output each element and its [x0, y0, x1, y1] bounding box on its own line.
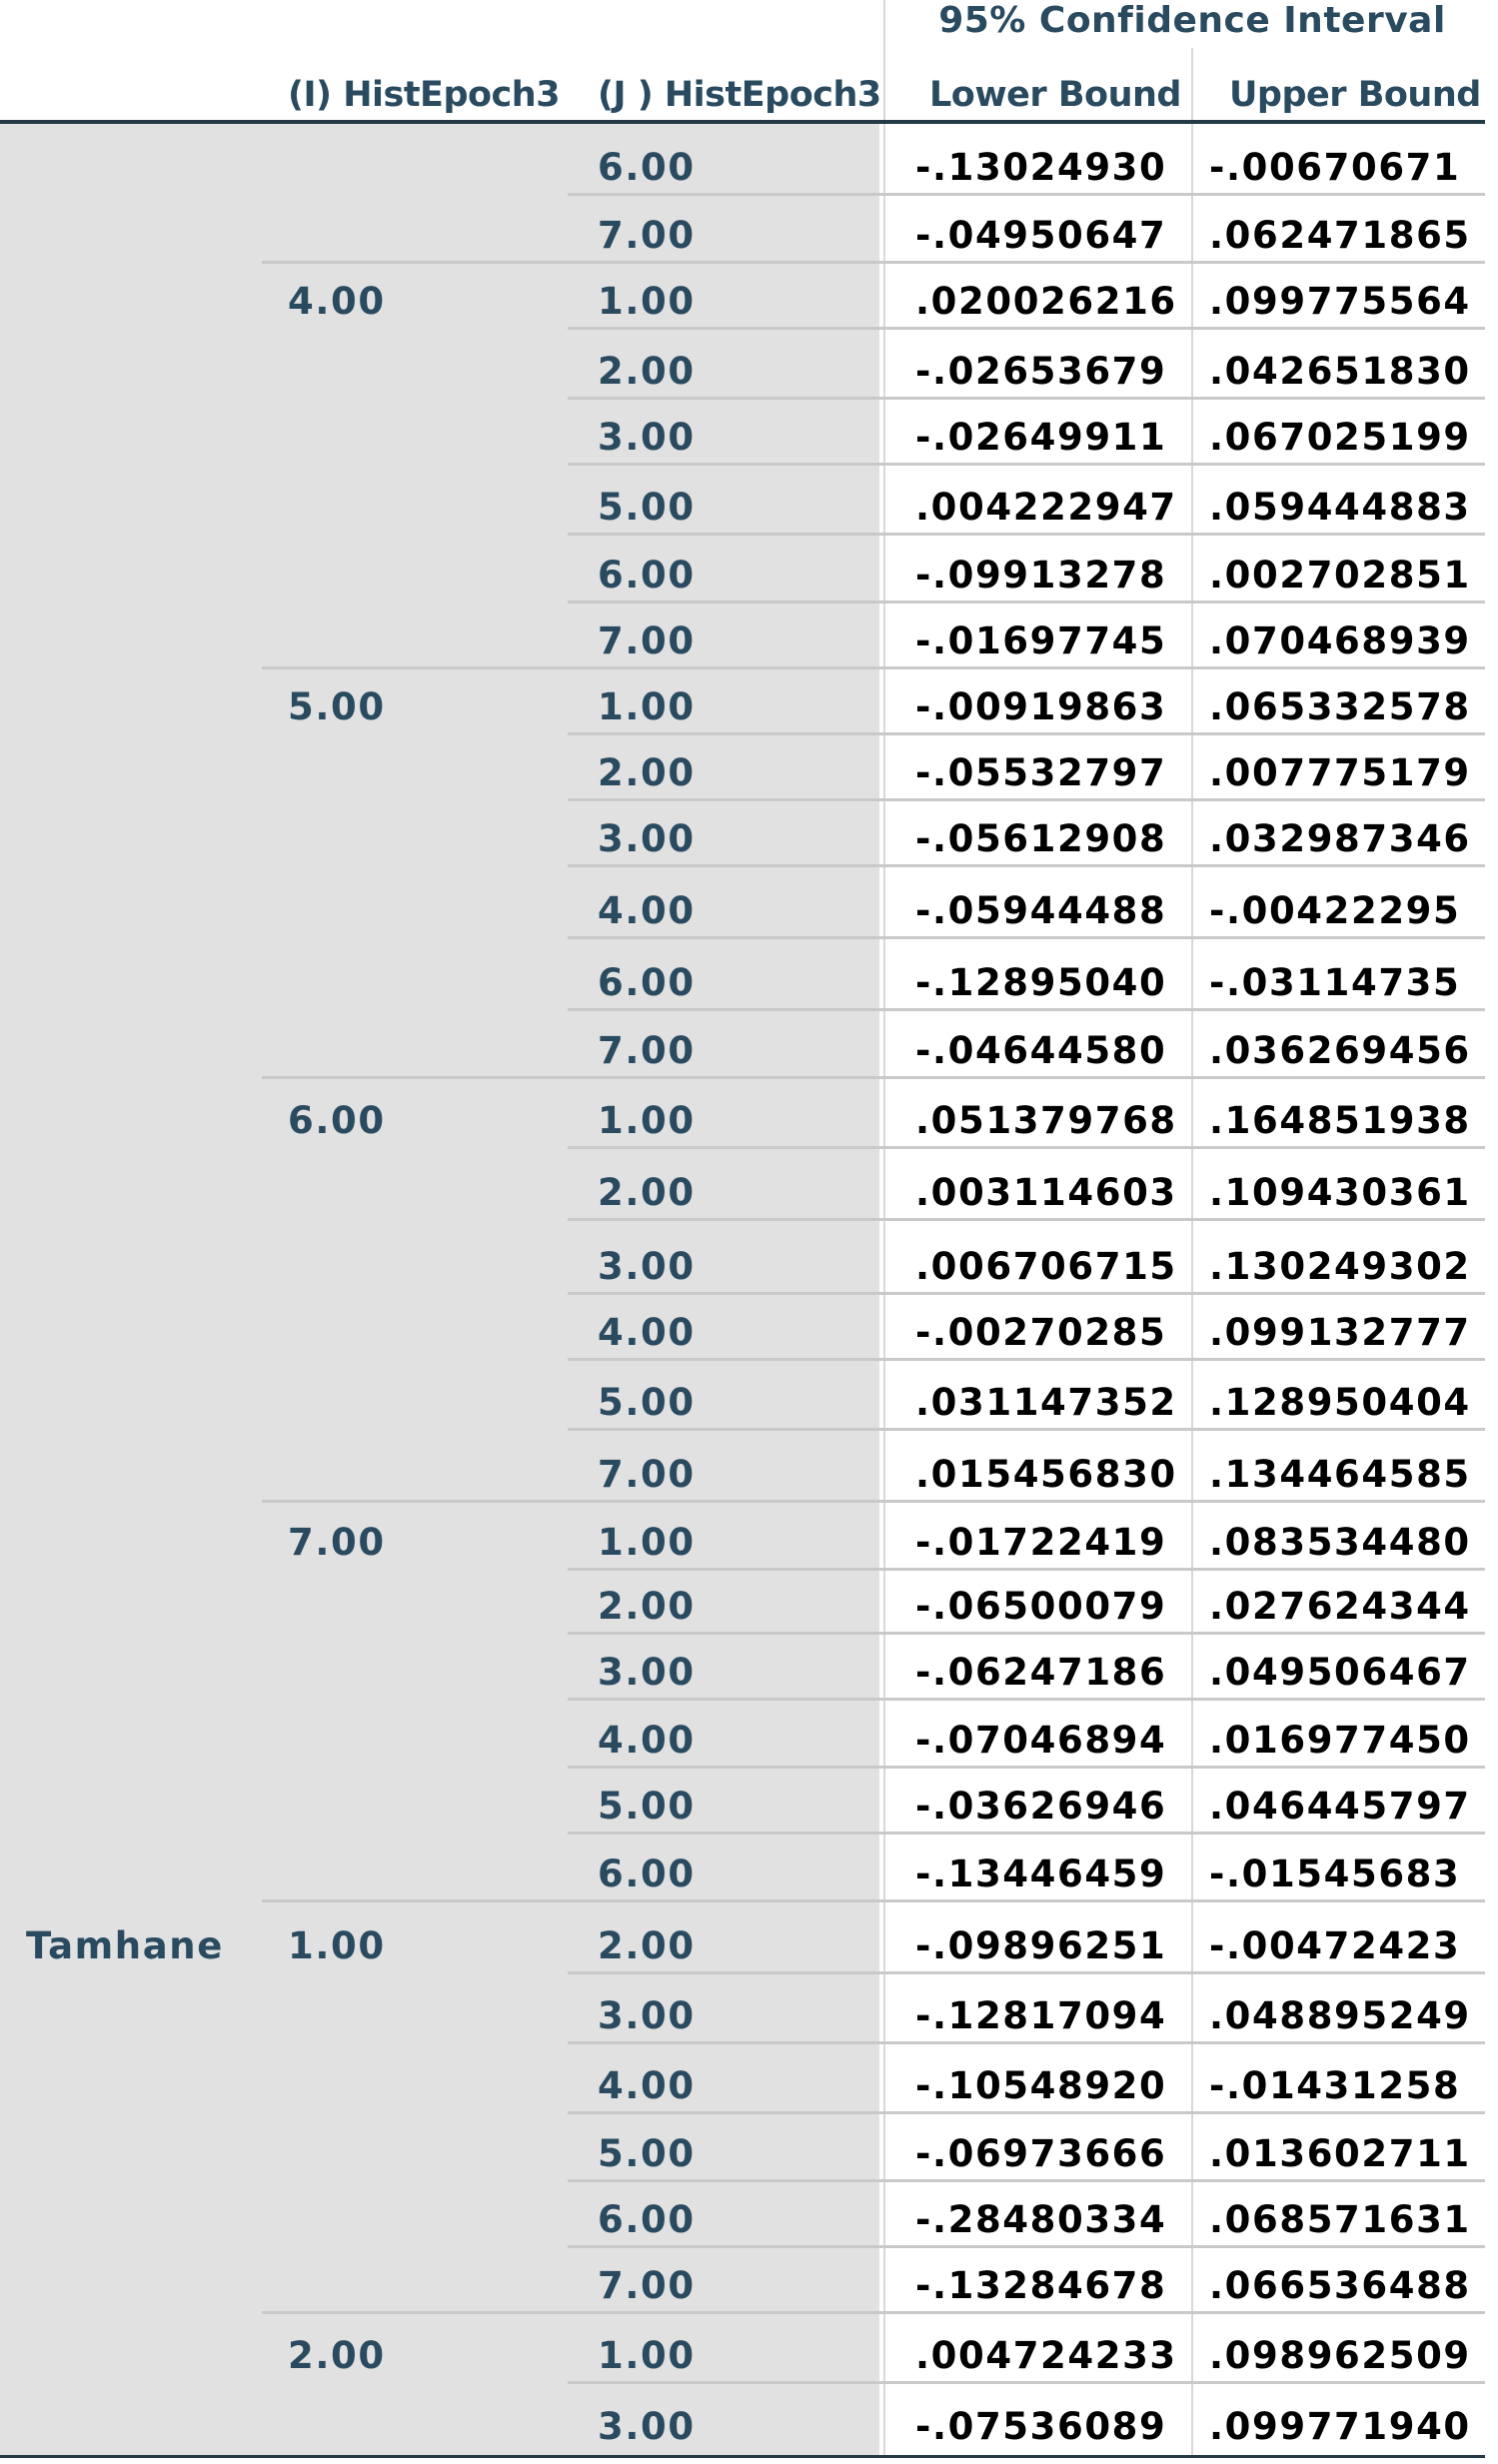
upper-bound-cell: .065332578	[1209, 685, 1471, 728]
lower-bound-cell: -.02653679	[915, 350, 1167, 393]
upper-bound-cell: .007775179	[1209, 751, 1471, 794]
upper-bound-cell: -.00670671	[1209, 146, 1461, 189]
upper-bound-cell: .042651830	[1209, 350, 1471, 393]
row-label-j: 5.00	[598, 2132, 696, 2175]
lower-bound-cell: -.00919863	[915, 685, 1167, 728]
column-header-lower-bound: Lower Bound	[929, 75, 1181, 115]
row-label-j: 2.00	[598, 1171, 696, 1214]
lower-bound-cell: -.07046894	[915, 1719, 1167, 1762]
row-label-j: 4.00	[598, 889, 696, 932]
lower-bound-cell: -.06973666	[915, 2132, 1167, 2175]
table-row	[0, 330, 1485, 400]
lower-bound-cell: -.09913278	[915, 554, 1167, 597]
table-row	[0, 939, 1485, 1011]
upper-bound-cell: .128950404	[1209, 1381, 1471, 1424]
row-label-j: 3.00	[598, 1994, 696, 2037]
row-label-j: 1.00	[598, 1099, 696, 1142]
table-row	[0, 1503, 1485, 1571]
lower-bound-cell: -.12895040	[915, 961, 1167, 1004]
table-row	[0, 1571, 1485, 1635]
row-label-j: 4.00	[598, 1311, 696, 1354]
table-row	[0, 1431, 1485, 1503]
table-row	[0, 2248, 1485, 2314]
upper-bound-cell: .062471865	[1209, 214, 1471, 257]
upper-bound-cell: .164851938	[1209, 1099, 1471, 1142]
table-row	[0, 1221, 1485, 1295]
row-label-j: 2.00	[598, 1924, 696, 1967]
row-label-method: Tamhane	[26, 1924, 224, 1967]
row-label-j: 5.00	[598, 1785, 696, 1828]
lower-bound-cell: -.01697745	[915, 619, 1167, 662]
table-row	[0, 1011, 1485, 1079]
row-label-i: 5.00	[288, 685, 386, 728]
column-header-i: (I) HistEpoch3	[288, 75, 561, 115]
table-row	[0, 264, 1485, 330]
upper-bound-cell: .109430361	[1209, 1171, 1471, 1214]
row-label-i: 7.00	[288, 1521, 386, 1564]
table-row	[0, 801, 1485, 867]
upper-bound-cell: .099771940	[1209, 2405, 1471, 2448]
lower-bound-cell: .003114603	[915, 1171, 1177, 1214]
upper-bound-cell: .027624344	[1209, 1585, 1471, 1628]
row-label-j: 2.00	[598, 751, 696, 794]
row-label-i: 1.00	[288, 1924, 386, 1967]
upper-bound-cell: .048895249	[1209, 1994, 1471, 2037]
lower-bound-cell: -.04950647	[915, 214, 1167, 257]
row-label-j: 7.00	[598, 1453, 696, 1496]
lower-bound-cell: .015456830	[915, 1453, 1177, 1496]
table-row	[0, 735, 1485, 801]
table-row	[0, 2182, 1485, 2248]
table-row	[0, 1079, 1485, 1149]
upper-bound-cell: .036269456	[1209, 1029, 1471, 1072]
upper-bound-cell: .067025199	[1209, 416, 1471, 459]
lower-bound-cell: .051379768	[915, 1099, 1177, 1142]
table-row	[0, 536, 1485, 604]
table-row	[0, 400, 1485, 466]
upper-bound-cell: .046445797	[1209, 1785, 1471, 1828]
row-label-j: 7.00	[598, 1029, 696, 1072]
upper-bound-cell: .016977450	[1209, 1719, 1471, 1762]
table-row	[0, 1701, 1485, 1769]
row-label-j: 4.00	[598, 1719, 696, 1762]
row-label-j: 6.00	[598, 961, 696, 1004]
row-label-j: 7.00	[598, 214, 696, 257]
table-row	[0, 2114, 1485, 2182]
table-row	[0, 669, 1485, 735]
lower-bound-cell: -.12817094	[915, 1994, 1167, 2037]
lower-bound-cell: .004222947	[915, 486, 1177, 529]
upper-bound-cell: .099775564	[1209, 280, 1471, 323]
row-label-j: 1.00	[598, 280, 696, 323]
row-label-i: 6.00	[288, 1099, 386, 1142]
lower-bound-cell: -.05532797	[915, 751, 1167, 794]
row-label-j: 6.00	[598, 1852, 696, 1895]
row-label-j: 3.00	[598, 2405, 696, 2448]
lower-bound-cell: -.13024930	[915, 146, 1167, 189]
row-label-j: 3.00	[598, 817, 696, 860]
row-label-i: 2.00	[288, 2334, 386, 2377]
upper-bound-cell: -.03114735	[1209, 961, 1461, 1004]
upper-bound-cell: .134464585	[1209, 1453, 1471, 1496]
lower-bound-cell: -.07536089	[915, 2405, 1167, 2448]
table-row	[0, 1149, 1485, 1221]
lower-bound-cell: -.03626946	[915, 1785, 1167, 1828]
table-row	[0, 1769, 1485, 1835]
row-label-j: 5.00	[598, 1381, 696, 1424]
lower-bound-cell: -.05944488	[915, 889, 1167, 932]
table-row	[0, 124, 1485, 196]
row-label-j: 5.00	[598, 486, 696, 529]
upper-bound-cell: .130249302	[1209, 1245, 1471, 1288]
lower-bound-cell: .004724233	[915, 2334, 1177, 2377]
row-label-j: 1.00	[598, 2334, 696, 2377]
table-row	[0, 1295, 1485, 1361]
row-label-j: 7.00	[598, 619, 696, 662]
table-row	[0, 196, 1485, 264]
row-label-i: 4.00	[288, 280, 386, 323]
lower-bound-cell: -.01722419	[915, 1521, 1167, 1564]
row-label-j: 4.00	[598, 2064, 696, 2107]
table-bottom-rule	[0, 2455, 1485, 2458]
upper-bound-cell: .059444883	[1209, 486, 1471, 529]
table-row	[0, 2314, 1485, 2384]
row-label-j: 3.00	[598, 1651, 696, 1694]
row-label-j: 3.00	[598, 416, 696, 459]
row-label-j: 6.00	[598, 2198, 696, 2241]
upper-bound-cell: .013602711	[1209, 2132, 1471, 2175]
lower-bound-cell: -.09896251	[915, 1924, 1167, 1967]
lower-bound-cell: -.02649911	[915, 416, 1167, 459]
upper-bound-cell: -.00472423	[1209, 1924, 1461, 1967]
lower-bound-cell: -.06247186	[915, 1651, 1167, 1694]
lower-bound-cell: -.04644580	[915, 1029, 1167, 1072]
upper-bound-cell: -.00422295	[1209, 889, 1461, 932]
table-row	[0, 1361, 1485, 1431]
upper-bound-cell: .099132777	[1209, 1311, 1471, 1354]
upper-bound-cell: .070468939	[1209, 619, 1471, 662]
lower-bound-cell: .020026216	[915, 280, 1177, 323]
lower-bound-cell: -.05612908	[915, 817, 1167, 860]
lower-bound-cell: -.28480334	[915, 2198, 1167, 2241]
row-label-j: 6.00	[598, 554, 696, 597]
table-row	[0, 1974, 1485, 2044]
column-header-upper-bound: Upper Bound	[1229, 75, 1481, 115]
row-label-j: 1.00	[598, 685, 696, 728]
lower-bound-cell: .006706715	[915, 1245, 1177, 1288]
lower-bound-cell: -.13446459	[915, 1852, 1167, 1895]
upper-bound-cell: .068571631	[1209, 2198, 1471, 2241]
table-row	[0, 1835, 1485, 1902]
table-row	[0, 1635, 1485, 1701]
row-label-j: 2.00	[598, 1585, 696, 1628]
upper-bound-cell: .066536488	[1209, 2264, 1471, 2307]
table-row	[0, 2384, 1485, 2455]
lower-bound-cell: -.10548920	[915, 2064, 1167, 2107]
table-row	[0, 867, 1485, 939]
table-row	[0, 1902, 1485, 1974]
upper-bound-cell: .032987346	[1209, 817, 1471, 860]
row-label-j: 6.00	[598, 146, 696, 189]
lower-bound-cell: -.00270285	[915, 1311, 1167, 1354]
upper-bound-cell: -.01545683	[1209, 1852, 1461, 1895]
column-header-j: (J ) HistEpoch3	[598, 75, 881, 115]
lower-bound-cell: -.06500079	[915, 1585, 1167, 1628]
row-label-j: 2.00	[598, 350, 696, 393]
row-label-j: 3.00	[598, 1245, 696, 1288]
upper-bound-cell: -.01431258	[1209, 2064, 1461, 2107]
upper-bound-cell: .083534480	[1209, 1521, 1471, 1564]
upper-bound-cell: .049506467	[1209, 1651, 1471, 1694]
upper-bound-cell: .002702851	[1209, 554, 1471, 597]
lower-bound-cell: -.13284678	[915, 2264, 1167, 2307]
row-label-j: 7.00	[598, 2264, 696, 2307]
table-row	[0, 466, 1485, 536]
lower-bound-cell: .031147352	[915, 1381, 1177, 1424]
table-row	[0, 2044, 1485, 2114]
row-label-j: 1.00	[598, 1521, 696, 1564]
ci-group-header: 95% Confidence Interval	[938, 0, 1446, 41]
table-row	[0, 604, 1485, 669]
upper-bound-cell: .098962509	[1209, 2334, 1471, 2377]
